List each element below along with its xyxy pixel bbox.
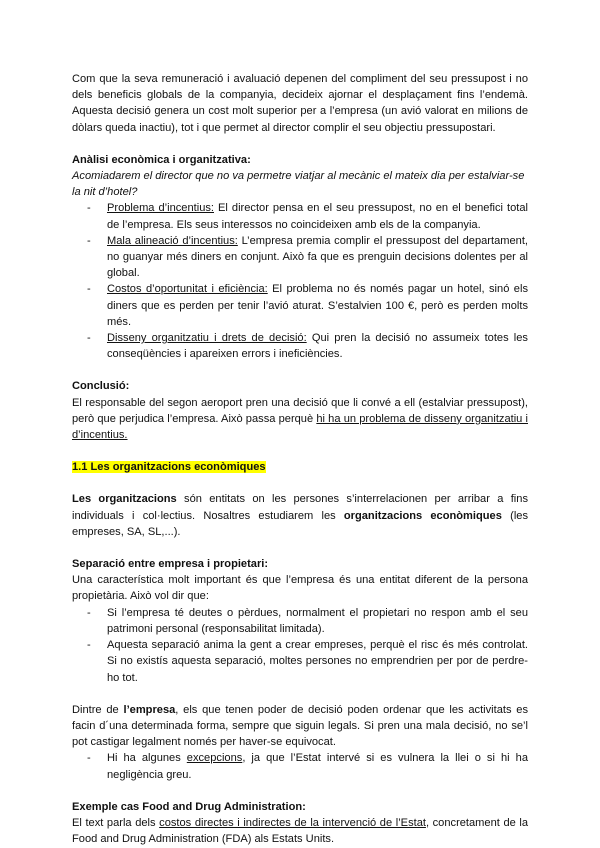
separacio-heading: Separació entre empresa i propietari: [72, 558, 269, 571]
section-title-highlight: 1.1 Les organitzacions econòmiques [72, 461, 266, 474]
definicio-bold-2: organitzacions econòmiques [343, 509, 502, 522]
fda-text-before: El text parla dels [72, 816, 160, 829]
empresa-text-before: Dintre de [72, 703, 124, 716]
list-item [72, 750, 528, 782]
list-item: - Si l’empresa té deutes o pèrdues, normalment el propietari no respon amb el seu patrimoni personal (responsabilitat limitada). [72, 605, 528, 637]
list-item-term: Disseny organitzatiu i drets de decisió: [107, 332, 307, 345]
empresa-bold: l’empresa [123, 703, 176, 716]
list-item-term: Costos d’oportunitat i eficiència: [107, 283, 268, 296]
section-title [72, 459, 528, 475]
empresa-item-before: Hi ha algunes [107, 752, 187, 765]
empresa-item-underlined: excepcions [186, 752, 243, 765]
conclusio-paragraph [72, 395, 528, 444]
list-item [72, 200, 528, 232]
conclusio-underlined: hi ha un problema de disseny organitzatiu i d’incentius. [72, 412, 528, 442]
definicio-text-2: (les empreses, SA, SL,...). [72, 509, 528, 538]
list-item-text: Qui pren la decisió no assumeix totes les conseqüències i apareixen errors i ineficiències. [107, 332, 528, 361]
fda-text-after: , concretament de la Food and Drug Administration (FDA) als Estats Units. [72, 816, 529, 846]
list-item [72, 330, 528, 362]
empresa-item-after: , ja que l’Estat intervé si es vulnera la llei o si hi ha negligència greu. [107, 752, 528, 781]
definicio-text-1: són entitats on les persones s’interrelacionen per arribar a fins individuals i col·lectius. Nosaltres estudiarem les [72, 493, 528, 522]
definicio-paragraph [72, 491, 528, 540]
definicio-bold-1: Les organitzacions [72, 493, 177, 506]
analisi-question: Acomiadarem el director que no va permetre viatjar al mecànic el mateix dia per estalviar-se la nit d’hotel? [72, 170, 525, 199]
list-item [72, 233, 528, 282]
separacio-paragraph: Una característica molt important és que l’empresa és una entitat diferent de la persona propietària. Això vol dir que: [72, 574, 528, 603]
list-item: - Aquesta separació anima la gent a crear empreses, perquè el risc és més controlat. Si no existís aquesta separació, moltes persones no emprendrien per por de perdre-ho tot. [72, 637, 528, 686]
list-item-text: L’empresa premia complir el pressupost del departament, no guanyar més diners en conjunt. Això fa que es prenguin decisions dolentes per al global. [107, 234, 528, 280]
analisi-list [72, 200, 528, 362]
intro-paragraph: Com que la seva remuneració i avaluació depenen del compliment del seu pressupost i no dels beneficis globals de la companyia, decideix ajornar el desplaçament fins l’endemà. Aquesta decisió genera un cost molt superior per a l’empresa (un avió valorat en milions de dòlars queda inactiu), tot i que permet al director complir el seu objectiu pressupostari. [72, 73, 528, 134]
conclusio-text: El responsable del segon aeroport pren una decisió que li convé a ell (estalviar pressupost), però que perjudica l’empresa. Això passa perquè [72, 396, 528, 425]
analisi-heading: Anàlisi econòmica i organitzativa: [72, 153, 251, 166]
list-item-term: Problema d’incentius: [107, 202, 214, 215]
document-content [72, 71, 528, 847]
conclusio-heading: Conclusió: [72, 380, 130, 393]
fda-paragraph [72, 815, 528, 847]
empresa-list [72, 750, 528, 782]
empresa-paragraph [72, 702, 528, 751]
fda-underlined: costos directes i indirectes de la intervenció de l’Estat [159, 816, 426, 829]
list-item-text: El director pensa en el seu pressupost, no en el benefici total de l’empresa. Els seus interessos no coincideixen amb els de la companyia. [107, 202, 528, 231]
list-item-text: El problema no és només pagar un hotel, sinó els diners que es perden per tenir l’avió aturat. S’estalvien 100 €, però es perden molts més. [107, 283, 528, 328]
list-item [72, 281, 528, 330]
separacio-list [72, 605, 528, 686]
fda-heading: Exemple cas Food and Drug Administration: [72, 800, 306, 813]
list-item-term: Mala alineació d’incentius: [107, 234, 238, 247]
empresa-text-after: , els que tenen poder de decisió poden ordenar que les activitats es facin d´una determinada forma, sempre que siguin legals. Si pren una mala decisió, no se’l pot castigar legalment només per haver-se equivocat. [72, 703, 528, 749]
